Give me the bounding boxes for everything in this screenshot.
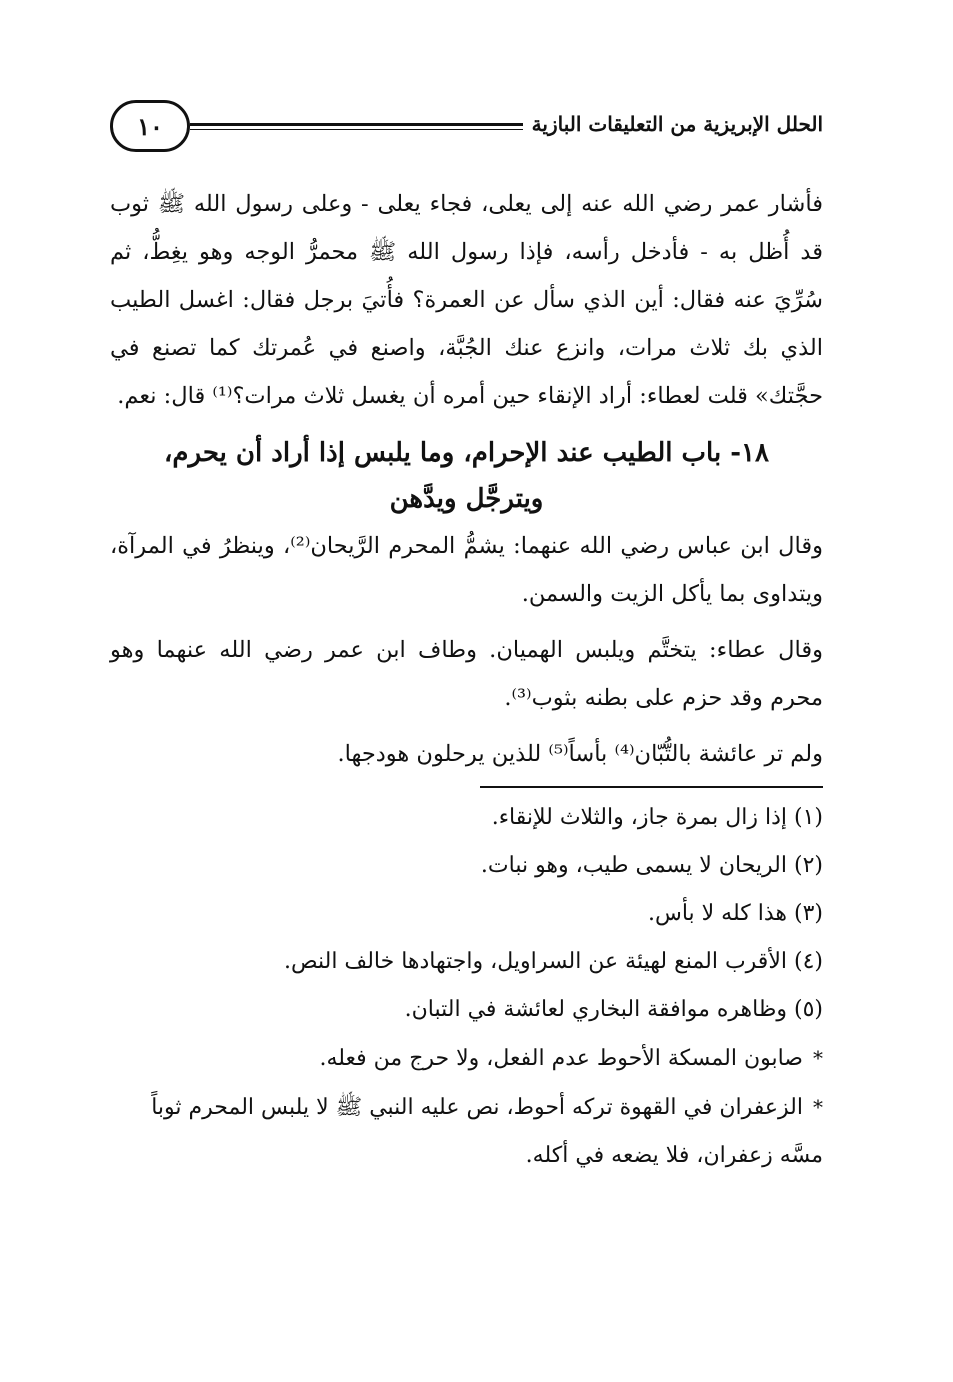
footnotes [110, 794, 823, 1180]
footnote-4 [110, 938, 823, 986]
footnote-number: (١) [793, 805, 823, 830]
note-text: صابون المسكة الأحوط عدم الفعل، ولا حرج من فعله. [319, 1046, 803, 1071]
footnote-text: الأقرب المنع لهيئة عن السراويل، واجتهادها خالف النص. [284, 949, 787, 974]
note-2 [110, 1083, 823, 1180]
page-content [110, 180, 823, 1180]
page-header [110, 100, 823, 158]
paragraph-ibn-abbas: وقال ابن عباس رضي الله عنهما: يشمُّ المحرم الرَّيحان⁽²⁾، وينظرُ في المرآة، ويتداوى بما يأكل الزيت والسمن. [110, 533, 823, 607]
chapter-heading-line-2: ويترجَّل ويدَّهن [389, 484, 544, 514]
note-text: الزعفران في القهوة تركه أحوط، نص عليه النبي ﷺ لا يلبس المحرم ثوباً مسَّه زعفران، فلا يضعه في أكله. [151, 1095, 823, 1168]
page-number: ١٠ [110, 100, 190, 152]
footnote-2 [110, 842, 823, 890]
asterisk-mark: * [813, 1046, 823, 1070]
footnote-number: (٢) [793, 853, 823, 878]
chapter-heading [110, 430, 823, 522]
footnote-separator [480, 786, 823, 788]
footnote-text: الريحان لا يسمى طيب، وهو نبات. [480, 853, 787, 878]
header-rule [190, 123, 523, 126]
header-rule-thin [190, 129, 523, 130]
paragraph-hadith: فأشار عمر رضي الله عنه إلى يعلى، فجاء يعلى - وعلى رسول الله ﷺ ثوب قد أُظل به - فأدخل رأسه، فإذا رسول الله ﷺ محمرُّ الوجه وهو يغِطُّ، ثم سُرِّيَ عنه فقال: أين الذي سأل عن العمرة؟ فأُتيَ برجل فقال: اغسل الطيب الذي بك ثلاث مرات، وانزع عنك الجُبَّة، واصنع في عُمرتك كما تصنع في حجَّتك» قلت لعطاء: أراد الإنقاء حين أمره أن يغسل ثلاث مرات؟⁽¹⁾ قال: نعم. [110, 191, 823, 409]
footnote-5 [110, 986, 823, 1034]
chapter-heading-line-1: ١٨- باب الطيب عند الإحرام، وما يلبس إذا أراد أن يحرم، [164, 438, 769, 468]
paragraph-aisha: ولم تر عائشة بالتُّبّان⁽⁴⁾ بأساً⁽⁵⁾ للذين يرحلون هودجها. [337, 741, 823, 767]
footnote-text: هذا كله لا بأس. [647, 901, 787, 926]
paragraph-ata: وقال عطاء: يتختَّم ويلبس الهميان. وطاف ابن عمر رضي الله عنهما وهو محرم وقد حزم على بطنه بثوب⁽³⁾. [110, 637, 823, 711]
footnote-text: وظاهره موافقة البخاري لعائشة في التبان. [404, 997, 787, 1022]
asterisk-mark: * [813, 1095, 823, 1119]
footnote-3 [110, 890, 823, 938]
footnote-number: (٥) [793, 997, 823, 1022]
footnote-1 [110, 794, 823, 842]
note-1 [110, 1034, 823, 1083]
running-title: الحلل الإبريزية من التعليقات البازية [531, 112, 823, 136]
footnote-number: (٣) [793, 901, 823, 926]
footnote-text: إذا زال بمرة جاز، والثلاث للإنقاء. [491, 805, 787, 830]
footnote-number: (٤) [793, 949, 823, 974]
